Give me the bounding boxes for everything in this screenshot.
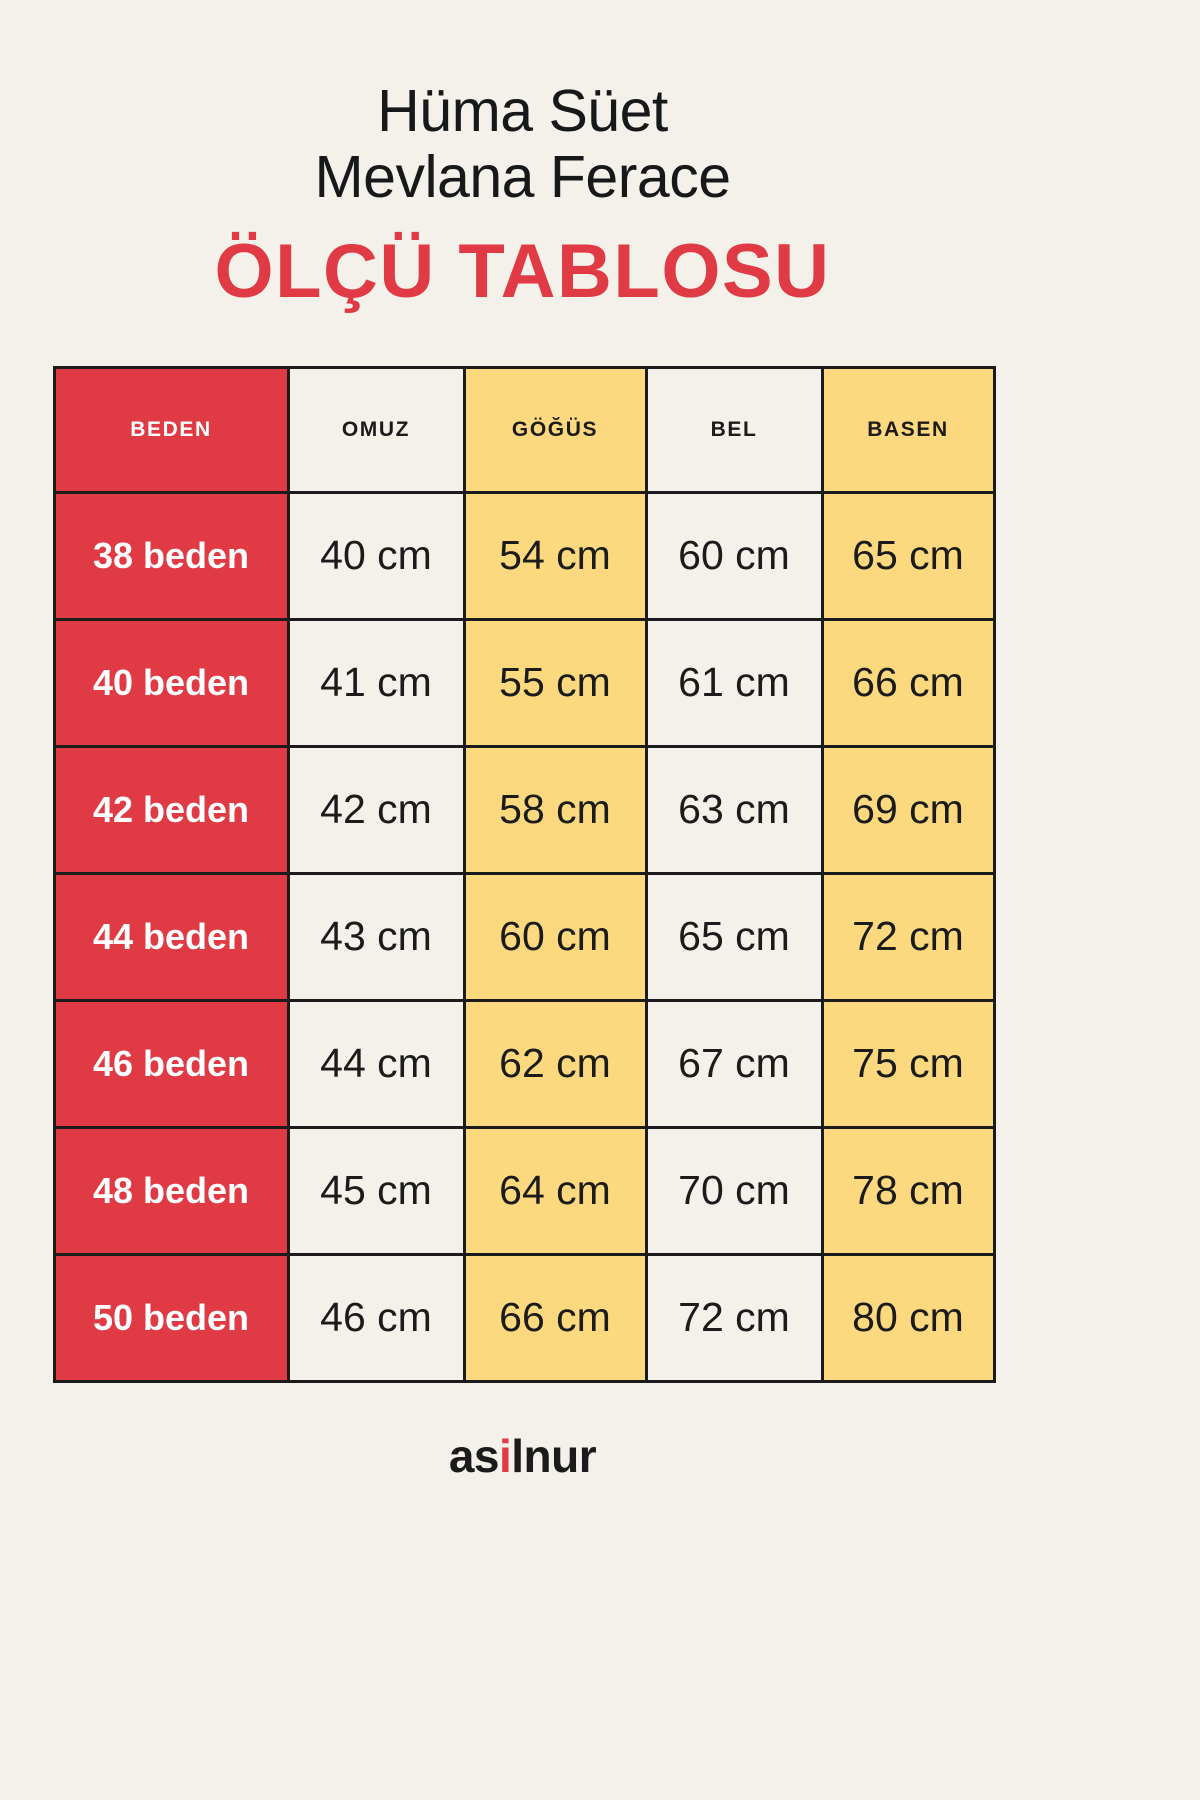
- cell-gogus: 62 cm: [464, 1000, 646, 1127]
- cell-bel: 67 cm: [646, 1000, 822, 1127]
- brand-name-part1: as: [448, 1429, 499, 1482]
- product-title-line1: Hüma Süet: [377, 78, 668, 144]
- cell-bel: 61 cm: [646, 619, 822, 746]
- column-header-beden: BEDEN: [54, 367, 288, 492]
- table-row: [54, 492, 994, 619]
- table-row: [54, 1254, 994, 1381]
- title-block: [0, 78, 1045, 315]
- cell-beden: 50 beden: [54, 1254, 288, 1381]
- cell-gogus: 66 cm: [464, 1254, 646, 1381]
- table-row: [54, 619, 994, 746]
- size-table-wrapper: [53, 366, 993, 1383]
- cell-bel: 72 cm: [646, 1254, 822, 1381]
- cell-gogus: 60 cm: [464, 873, 646, 1000]
- table-row: [54, 1127, 994, 1254]
- cell-omuz: 40 cm: [288, 492, 464, 619]
- table-row: [54, 873, 994, 1000]
- column-header-basen: BASEN: [822, 367, 994, 492]
- product-title: [0, 78, 1045, 210]
- page-title: ÖLÇÜ TABLOSU: [214, 229, 831, 315]
- cell-gogus: 58 cm: [464, 746, 646, 873]
- cell-omuz: 42 cm: [288, 746, 464, 873]
- cell-bel: 63 cm: [646, 746, 822, 873]
- cell-omuz: 45 cm: [288, 1127, 464, 1254]
- cell-beden: 38 beden: [54, 492, 288, 619]
- cell-basen: 65 cm: [822, 492, 994, 619]
- cell-gogus: 54 cm: [464, 492, 646, 619]
- table-header: [54, 367, 994, 492]
- cell-beden: 44 beden: [54, 873, 288, 1000]
- size-table: [53, 366, 996, 1383]
- cell-beden: 46 beden: [54, 1000, 288, 1127]
- cell-basen: 72 cm: [822, 873, 994, 1000]
- cell-bel: 70 cm: [646, 1127, 822, 1254]
- cell-basen: 80 cm: [822, 1254, 994, 1381]
- cell-basen: 78 cm: [822, 1127, 994, 1254]
- cell-bel: 60 cm: [646, 492, 822, 619]
- cell-basen: 75 cm: [822, 1000, 994, 1127]
- cell-omuz: 43 cm: [288, 873, 464, 1000]
- cell-gogus: 55 cm: [464, 619, 646, 746]
- table-header-row: [54, 367, 994, 492]
- cell-omuz: 41 cm: [288, 619, 464, 746]
- cell-beden: 40 beden: [54, 619, 288, 746]
- table-body: [54, 492, 994, 1381]
- table-row: [54, 746, 994, 873]
- cell-omuz: 44 cm: [288, 1000, 464, 1127]
- brand-name-part2: lnur: [511, 1429, 597, 1482]
- brand-name-accent: i: [499, 1429, 512, 1482]
- column-header-omuz: OMUZ: [288, 367, 464, 492]
- cell-basen: 66 cm: [822, 619, 994, 746]
- cell-omuz: 46 cm: [288, 1254, 464, 1381]
- table-row: [54, 1000, 994, 1127]
- cell-beden: 48 beden: [54, 1127, 288, 1254]
- cell-bel: 65 cm: [646, 873, 822, 1000]
- column-header-bel: BEL: [646, 367, 822, 492]
- brand-logo: [449, 1429, 596, 1483]
- cell-gogus: 64 cm: [464, 1127, 646, 1254]
- cell-basen: 69 cm: [822, 746, 994, 873]
- cell-beden: 42 beden: [54, 746, 288, 873]
- column-header-gogus: GÖĞÜS: [464, 367, 646, 492]
- product-title-line2: Mevlana Ferace: [314, 144, 731, 211]
